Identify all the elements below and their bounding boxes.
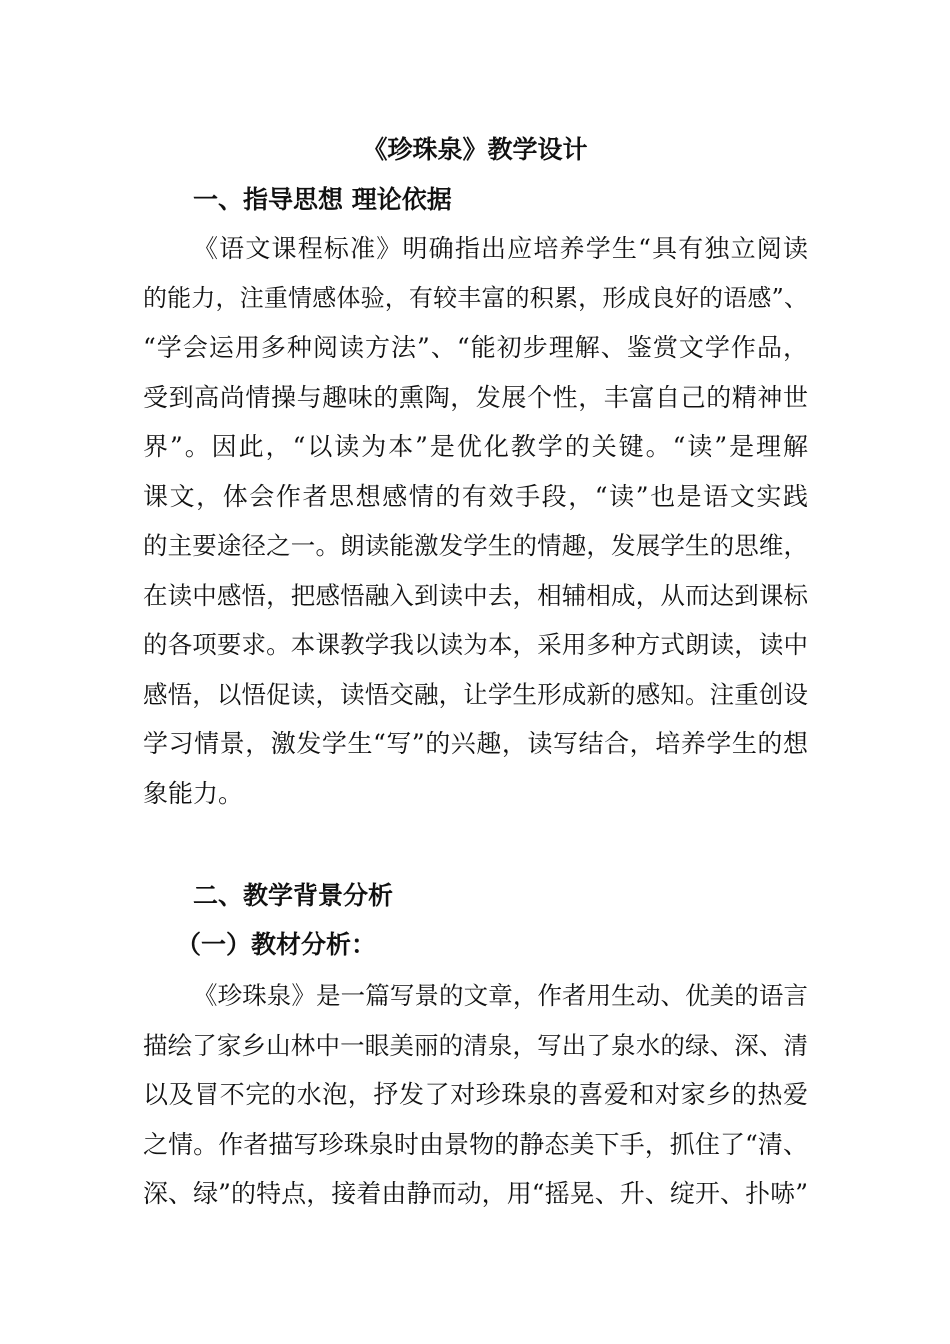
- section-2-subheading: （一）教材分析：: [176, 930, 377, 959]
- paragraph-line: 的各项要求。本课教学我以读为本，采用多种方式朗读，读中: [143, 630, 808, 659]
- paragraph-line: 界”。因此，“以读为本”是优化教学的关键。“读”是理解: [143, 432, 808, 461]
- section-2-heading: 二、教学背景分析: [193, 881, 394, 910]
- section-2-paragraph: [143, 971, 808, 1219]
- paragraph-line: 受到高尚情操与趣味的熏陶，发展个性，丰富自己的精神世: [143, 382, 808, 412]
- section-1-paragraph: [143, 224, 808, 818]
- paragraph-line: 描绘了家乡山林中一眼美丽的清泉，写出了泉水的绿、深、清: [143, 1030, 808, 1060]
- paragraph-line: 深、绿”的特点，接着由静而动，用“摇晃、升、绽开、扑哧”: [143, 1179, 808, 1208]
- document-title: 《珍珠泉》教学设计: [362, 135, 588, 164]
- paragraph-line: 在读中感悟，把感悟融入到读中去，相辅相成，从而达到课标: [143, 580, 808, 610]
- paragraph-line: 的主要途径之一。朗读能激发学生的情趣，发展学生的思维，: [143, 531, 808, 560]
- paragraph-line: “学会运用多种阅读方法”、“能初步理解、鉴赏文学作品，: [143, 333, 808, 362]
- section-1-heading: 一、指导思想 理论依据: [193, 185, 452, 214]
- paragraph-line: 感悟，以悟促读，读悟交融，让学生形成新的感知。注重创设: [143, 679, 808, 709]
- paragraph-line: 的能力，注重情感体验，有较丰富的积累，形成良好的语感”、: [143, 283, 808, 312]
- paragraph-line: 《语文课程标准》明确指出应培养学生“具有独立阅读: [193, 234, 808, 263]
- paragraph-line: 学习情景，激发学生“写”的兴趣，读写结合，培养学生的想: [143, 729, 808, 758]
- paragraph-line: 象能力。: [143, 778, 244, 808]
- paragraph-line: 之情。作者描写珍珠泉时由景物的静态美下手，抓住了“清、: [143, 1129, 808, 1159]
- paragraph-line: 以及冒不完的水泡，抒发了对珍珠泉的喜爱和对家乡的热爱: [143, 1080, 808, 1109]
- paragraph-line: 《珍珠泉》是一篇写景的文章，作者用生动、优美的语言: [193, 981, 808, 1010]
- paragraph-line: 课文，体会作者思想感情的有效手段，“读”也是语文实践: [143, 481, 808, 511]
